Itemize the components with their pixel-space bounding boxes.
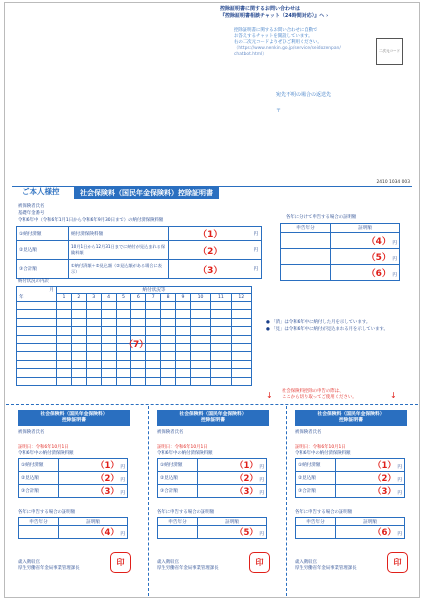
table-row: ②見込額 （2） 円 — [296, 472, 405, 485]
row-unit: 円 — [252, 241, 262, 260]
row-value: （3） — [169, 260, 252, 279]
row-value: （1） — [169, 227, 252, 241]
note-2: ● 「見」は令和6年中に納付が見込まれる月を示しています。 — [266, 327, 388, 332]
row-label: ①納付済額 — [17, 227, 69, 241]
slip-date: 証明日：令和6年10月1日 — [157, 445, 208, 450]
return-address-label: 宛先不明の場合の返送先 — [276, 92, 332, 98]
split-table — [280, 223, 400, 281]
slip-date: 証明日：令和6年10月1日 — [18, 445, 69, 450]
cut-note: 社会保険料控除の申告の際は、 ここから切り取ってご使用ください。 — [282, 389, 357, 400]
chat-desc: 控除証明書に関するお問い合わせに自動で お答えするチャットを開設しています。 右の二次元コードよりぜひご利用ください。 （https://www.nenkin.go.jp/service/seidozenpan/ chatbot.html） — [234, 28, 341, 57]
row-desc: 10月1日から12月31日までに納付が見込まれる保険料額 — [69, 241, 169, 260]
deduction-slip — [10, 406, 140, 596]
slip-split-table: 申告年分 証明額 （4） 円 — [18, 517, 128, 539]
table-row: ③合計額 （3） 円 — [296, 485, 405, 498]
inquiry-line2[interactable] — [220, 13, 328, 20]
arrow-down-icon: ↓ — [390, 391, 397, 400]
table-row — [17, 227, 262, 241]
row-value: （2） — [169, 241, 252, 260]
main-title: 社会保険料（国民年金保険料）控除証明書 — [74, 187, 219, 199]
row-desc: 納付済保険料額 — [69, 227, 169, 241]
month-header-row: 年 1 2 3 4 5 6 7 8 9 10 11 12 — [17, 294, 252, 302]
inquiry-line1: 控除証明書に関するお問い合わせは — [220, 6, 301, 12]
table-row: （6） 円 — [296, 526, 405, 539]
table-row — [17, 241, 262, 260]
table-row: （4） 円 — [281, 233, 400, 249]
table-row — [17, 327, 252, 335]
table-row — [17, 360, 252, 368]
table-row — [17, 377, 252, 385]
row-label: ③合計額 — [17, 260, 69, 279]
doc-number: 2410 1034 003 — [376, 180, 410, 185]
slip-amount-table — [18, 458, 128, 498]
status-header: 納付状況等 — [57, 287, 252, 294]
slip-issuer: 歳入徴収官 厚生労働省年金局事業管理課長 — [295, 560, 357, 571]
main-amount-table — [16, 226, 262, 279]
deduction-slip — [148, 406, 278, 596]
split-header-amount: 証明額 — [331, 224, 400, 233]
split-title: 各年に分けて申告する場合の証明額 — [286, 215, 357, 220]
table-row: ③合計額 （3） 円 — [158, 485, 267, 498]
chevron-right-icon: › — [326, 13, 329, 19]
table-row — [17, 302, 252, 310]
row-unit: 円 — [252, 260, 262, 279]
status-title: 納付状況の内訳 — [18, 279, 49, 284]
slip-amount-table — [295, 458, 405, 498]
slip-split-table: 申告年分 証明額 （5） 円 — [157, 517, 267, 539]
salutation: ご本人様控 — [22, 187, 60, 196]
split-header-year: 申告年分 — [281, 224, 331, 233]
slip-title: 社会保険料（国民年金保険料） 控除証明書 — [157, 410, 269, 426]
status-grid — [16, 286, 252, 386]
slip-sub: 令和6年中の納付済保険料額 — [295, 451, 351, 456]
table-row: （5） 円 — [158, 526, 267, 539]
slip-title: 社会保険料（国民年金保険料） 控除証明書 — [18, 410, 130, 426]
period-note: 令和6年中（令和6年1月1日から令和6年9月30日まで）の納付済保険料額 — [18, 218, 164, 223]
table-row: ①納付済額 （1） 円 — [158, 459, 267, 472]
table-row: ②見込額 （2） 円 — [158, 472, 267, 485]
table-row — [17, 352, 252, 360]
table-row: （5） 円 — [281, 249, 400, 265]
slip-issuer: 歳入徴収官 厚生労働省年金局事業管理課長 — [157, 560, 219, 571]
slip-date: 証明日：令和6年10月1日 — [295, 445, 346, 450]
basic-pension-label: 基礎年金番号 — [18, 211, 45, 216]
year-label: 年 — [17, 294, 57, 302]
deduction-slip — [286, 406, 416, 596]
table-row: （6） 円 — [281, 265, 400, 281]
row-label: ②見込額 — [17, 241, 69, 260]
table-row — [17, 318, 252, 326]
table-row — [17, 310, 252, 318]
table-row: ②見込額 （2） 円 — [19, 472, 128, 485]
table-row — [17, 260, 262, 279]
insured-label: 被保険者氏名 — [18, 204, 45, 209]
slip-split-title: 各年に申告する場合の証明額 — [295, 510, 353, 515]
table-row — [17, 369, 252, 377]
slip-insured: 被保険者氏名 — [157, 430, 184, 435]
cut-line[interactable] — [6, 404, 418, 405]
status-num: （7） — [124, 340, 149, 350]
slip-issuer: 歳入徴収官 厚生労働省年金局事業管理課長 — [18, 560, 80, 571]
slip-title: 社会保険料（国民年金保険料） 控除証明書 — [295, 410, 407, 426]
row-unit: 円 — [252, 227, 262, 241]
official-seal: 印 — [387, 552, 408, 573]
slip-amount-table — [157, 458, 267, 498]
main-title-bar — [12, 186, 412, 196]
official-seal: 印 — [110, 552, 131, 573]
table-row: （4） 円 — [19, 526, 128, 539]
note-1: ● 「済」は令和6年中に納付した月を示しています。 — [266, 320, 371, 325]
slip-split-title: 各年に申告する場合の証明額 — [157, 510, 215, 515]
inquiry-link[interactable]: 『控除証明書相談チャット（24時間対応）』へ — [220, 13, 325, 19]
arrow-down-icon: ↓ — [266, 391, 273, 400]
slip-sub: 令和6年中の納付済保険料額 — [18, 451, 74, 456]
table-row: ③合計額 （3） 円 — [19, 485, 128, 498]
table-row: ①納付済額 （1） 円 — [19, 459, 128, 472]
slip-split-table: 申告年分 証明額 （6） 円 — [295, 517, 405, 539]
slip-sub: 令和6年中の納付済保険料額 — [157, 451, 213, 456]
slip-split-title: 各年に申告する場合の証明額 — [18, 510, 76, 515]
qr-code[interactable]: 二次元コード — [376, 38, 403, 65]
postal-mark: 〒 — [276, 108, 282, 114]
slip-insured: 被保険者氏名 — [295, 430, 322, 435]
table-row: ①納付済額 （1） 円 — [296, 459, 405, 472]
row-desc: ①納付済額＋②見込額（②見込額がある場合に表示） — [69, 260, 169, 279]
slip-insured: 被保険者氏名 — [18, 430, 45, 435]
official-seal: 印 — [249, 552, 270, 573]
month-label: 月 — [17, 287, 57, 294]
